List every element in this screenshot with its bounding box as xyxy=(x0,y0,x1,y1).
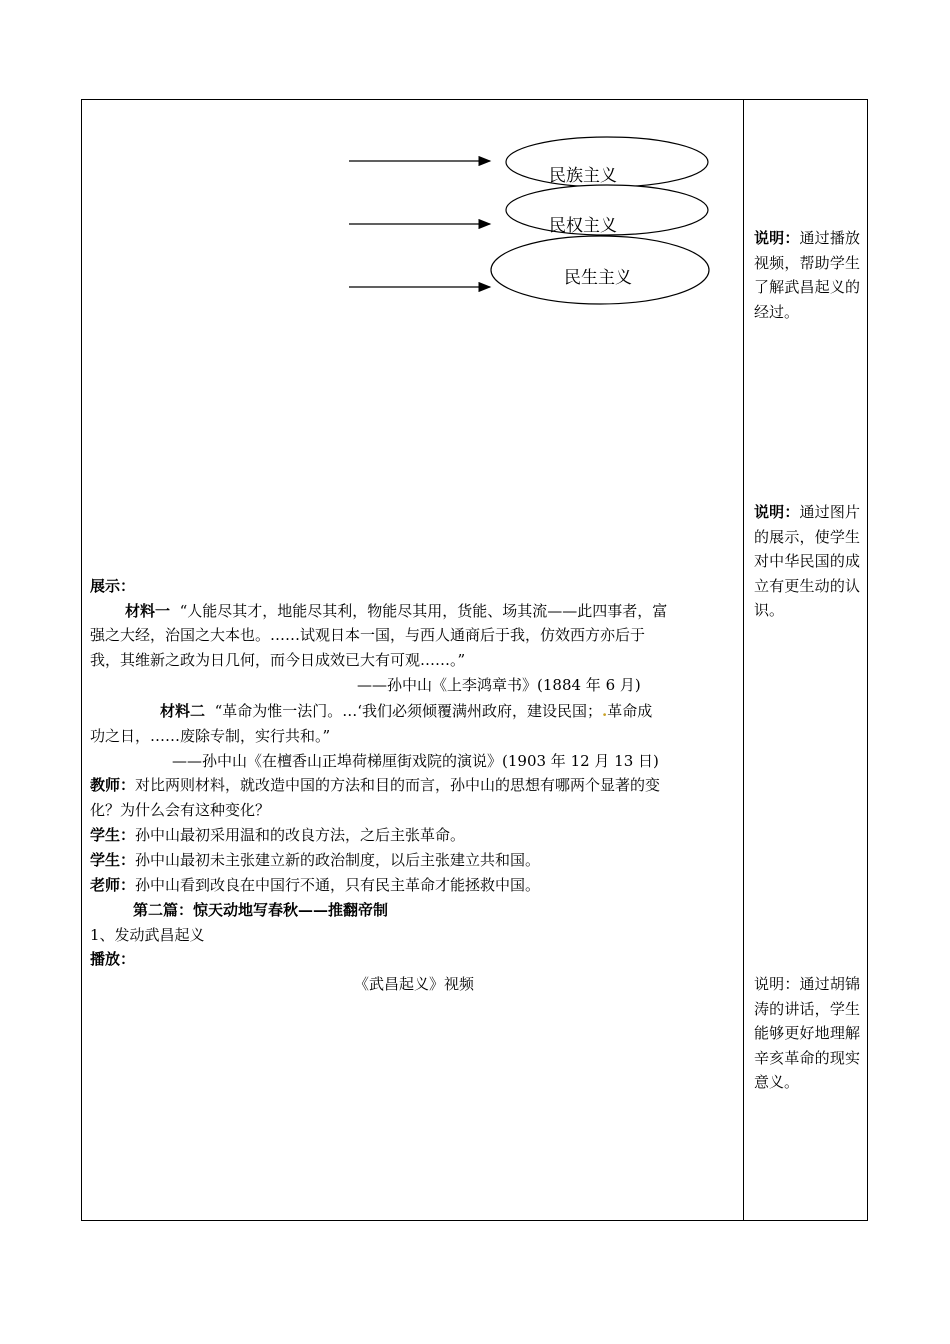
material-1-source: ——孙中山《上李鸿章书》(1884 年 6 月) xyxy=(357,676,641,694)
principle-label-1: 民族主义 xyxy=(549,166,617,186)
video-title: 《武昌起义》视频 xyxy=(354,975,475,993)
student-label: 学生： xyxy=(90,851,136,869)
side-note-label: 说明： xyxy=(754,229,800,247)
side-note-text: 通过图片的展示，使学生对中华民国的成立有更生动的认识。 xyxy=(754,503,860,619)
student-label: 学生： xyxy=(90,826,136,844)
section-item-1: 1、发动武昌起义 xyxy=(90,926,205,944)
side-note-3 xyxy=(754,972,860,1095)
show-label: 展示： xyxy=(90,577,136,595)
side-note-text: 通过播放视频，帮助学生了解武昌起义的经过。 xyxy=(754,229,860,321)
principle-label-2: 民权主义 xyxy=(549,216,617,236)
material-2-text-a: “革命为惟一法门。…‘我们必须倾覆满州政府，建设民国； xyxy=(214,702,603,720)
side-note-2 xyxy=(754,500,860,623)
student-answer-2 xyxy=(90,848,540,872)
play-label: 播放： xyxy=(90,950,136,968)
material-1-text: “人能尽其才，地能尽其利，物能尽其用，货能、场其流——此四事者，富 xyxy=(179,602,668,620)
marker-dot: . xyxy=(602,702,608,720)
teacher-conclusion-text: 孙中山看到改良在中国行不通，只有民主革命才能拯救中国。 xyxy=(135,876,541,894)
student-answer-text: 孙中山最初未主张建立新的政治制度，以后主张建立共和国。 xyxy=(135,851,541,869)
side-note-1 xyxy=(754,226,860,324)
material-1-line-3: 我，其维新之政为日几何，而今日成效已大有可观……。” xyxy=(90,651,466,669)
teacher-question-text: 对比两则材料，就改造中国的方法和目的而言，孙中山的思想有哪两个显著的变 xyxy=(135,776,661,794)
teacher-question-line-2: 化？为什么会有这种变化？ xyxy=(90,801,271,819)
material-1-label: 材料一 xyxy=(125,602,171,620)
student-answer-text: 孙中山最初采用温和的改良方法，之后主张革命。 xyxy=(135,826,466,844)
material-2-source: ——孙中山《在檀香山正埠荷梯厘街戏院的演说》(1903 年 12 月 13 日) xyxy=(172,752,659,770)
material-2-text-b: 革命成 xyxy=(607,702,653,720)
material-2-line-1 xyxy=(160,699,652,723)
teacher-conclusion xyxy=(90,873,540,897)
chapter-title: 第二篇：惊天动地写春秋——推翻帝制 xyxy=(133,901,389,919)
material-1-line-2: 强之大经，治国之大本也。……试观日本一国，与西人通商后于我，仿效西方亦后于 xyxy=(90,626,646,644)
student-answer-1 xyxy=(90,823,465,847)
side-note-label: 说明： xyxy=(754,503,800,521)
material-1-line-1 xyxy=(125,599,667,623)
material-2-line-2: 功之日，……废除专制，实行共和。” xyxy=(90,727,331,745)
teacher-label: 教师： xyxy=(90,776,136,794)
material-2-label: 材料二 xyxy=(160,702,206,720)
three-principles-diagram xyxy=(0,0,950,400)
teacher2-label: 老师： xyxy=(90,876,136,894)
teacher-question-line-1 xyxy=(90,773,660,797)
principle-label-3: 民生主义 xyxy=(564,268,632,288)
side-note-text: 说明：通过胡锦涛的讲话，学生能够更好地理解辛亥革命的现实意义。 xyxy=(754,975,860,1091)
